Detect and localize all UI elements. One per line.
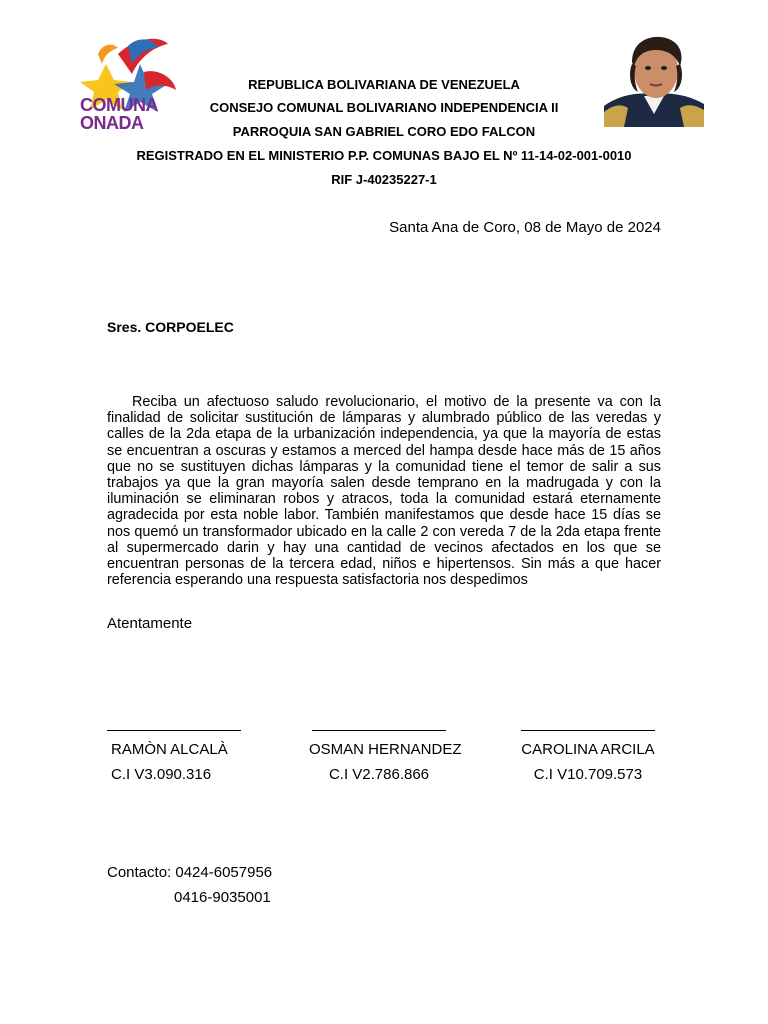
signatory-ci: C.I V2.786.866	[328, 766, 430, 783]
signatory-name: CAROLINA ARCILA	[521, 741, 655, 758]
signatory-name: OSMAN HERNANDEZ	[309, 741, 462, 758]
closing: Atentamente	[107, 615, 193, 632]
header-registry: REGISTRADO EN EL MINISTERIO P.P. COMUNAS BAJO EL Nº 11-14-02-001-0010	[136, 148, 632, 163]
header-council: CONSEJO COMUNAL BOLIVARIANO INDEPENDENCIA II	[209, 100, 559, 115]
logo-text-comuna: COMUNA	[80, 95, 158, 115]
header-rif: RIF J-40235227-1	[331, 172, 437, 187]
signatory-ci: C.I V10.709.573	[533, 766, 643, 783]
signatory-name: RAMÒN ALCALÀ	[111, 741, 228, 758]
signature-line	[521, 712, 655, 731]
signature-line	[312, 712, 446, 731]
signature-block-2	[309, 712, 462, 783]
signature-block-3	[518, 712, 658, 783]
signature-line	[107, 712, 241, 731]
letter-date: Santa Ana de Coro, 08 de Mayo de 2024	[389, 219, 661, 236]
header-republic: REPUBLICA BOLIVARIANA DE VENEZUELA	[248, 77, 520, 92]
contact-phone-2: 0416-9035001	[174, 889, 271, 906]
logo-text-onada: ONADA	[80, 113, 144, 133]
header-parish: PARROQUIA SAN GABRIEL CORO EDO FALCON	[232, 124, 536, 139]
recipient: Sres. CORPOELEC	[107, 319, 234, 335]
letter-body: Reciba un afectuoso saludo revolucionario, el motivo de la presente va con la finalidad de solicitar sustitución de lámparas y alumbrado público de las veredas y calles de la 2da etapa de la urbanización independencia, ya que la mayoría de estas se encuentran a oscuras y estamos a merced del hampa desde hace más de 15 años que no se sustituyen dichas lámparas y la comunidad tiene el temor de salir a sus trabajos ya que la gran mayoría salen desde temprano en la madrugada y con la iluminación se eliminaran robos y atracos, toda la comunidad estará eternamente agradecida por esta noble labor. También manifestamos que desde hace 15 días se nos quemó un transformador ubicado en la calle 2 con vereda 7 de la 2da etapa frente al supermercado darin y hay una cantidad de vecinos afectados en los que se encuentran personas de la tercera edad, niños e hipertensos. Sin más a que hacer referencia esperando una respuesta satisfactoria nos despedimos	[107, 394, 661, 589]
contact-phone-1: Contacto: 0424-6057956	[107, 864, 273, 881]
signature-block-1	[104, 712, 244, 783]
signatory-ci: C.I V3.090.316	[111, 766, 212, 783]
